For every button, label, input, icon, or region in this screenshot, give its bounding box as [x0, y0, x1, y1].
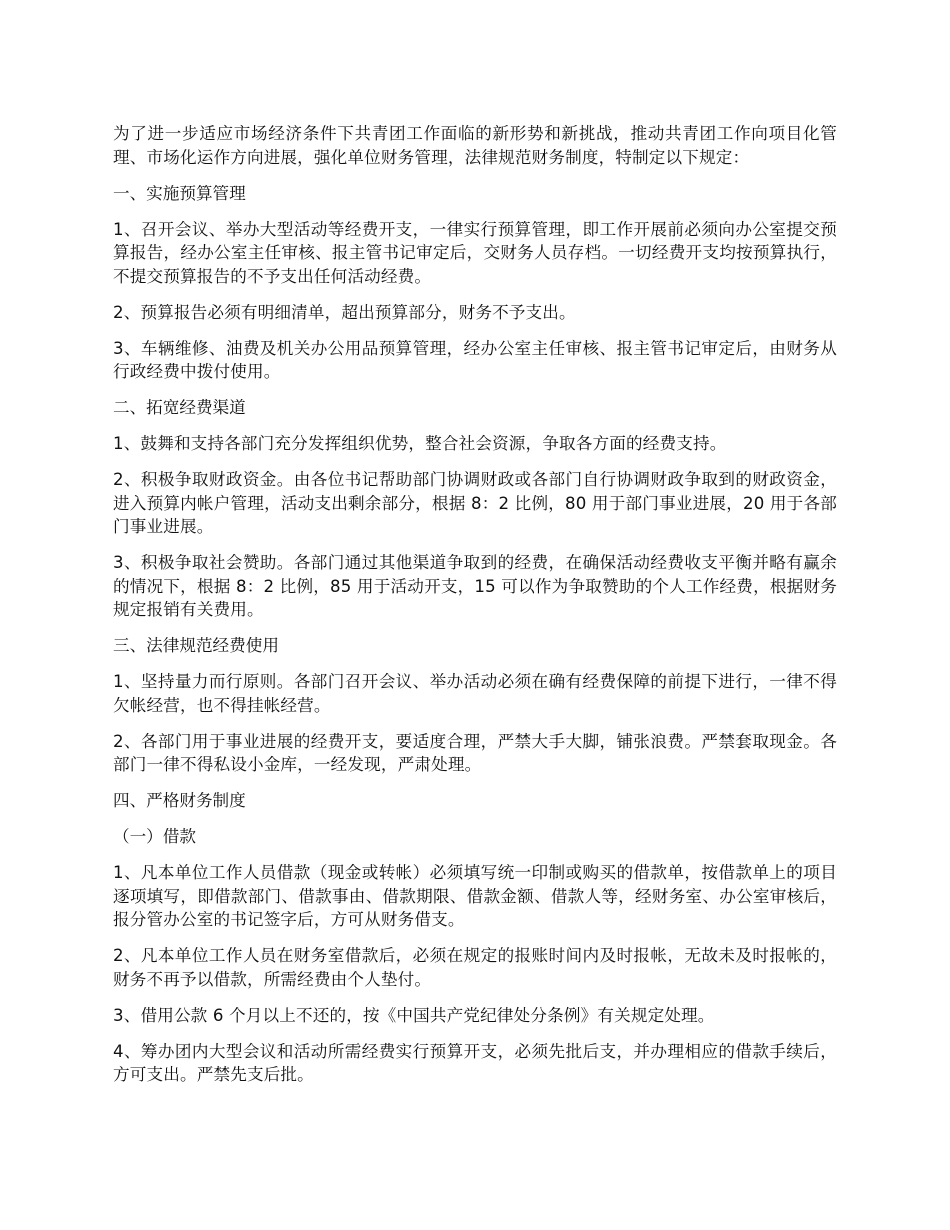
paragraph: 1、坚持量力而行原则。各部门召开会议、举办活动必须在确有经费保障的前提下进行，一律不得欠帐经营，也不得挂帐经营。: [113, 672, 837, 715]
paragraph: 3、借用公款 6 个月以上不还的，按《中国共产党纪律处分条例》有关规定处理。: [113, 1005, 715, 1025]
section-heading-budget: 一、实施预算管理: [113, 183, 246, 203]
section-heading-funding: 二、拓宽经费渠道: [113, 398, 246, 417]
paragraph: 3、积极争取社会赞助。各部门通过其他渠道争取到的经费，在确保活动经费收支平衡并略有赢余的情况下，根据 8：2 比例，85 用于活动开支，15 可以作为争取赞助的个人工作经费，根据财务规定报销有关费用。: [113, 553, 837, 619]
subsection-heading-loans: （一）借款: [113, 827, 196, 846]
paragraph: 1、召开会议、举办大型活动等经费开支，一律实行预算管理，即工作开展前必须向办公室提交预算报告，经办公室主任审核、报主管书记审定后，交财务人员存档。一切经费开支均按预算执行，不提交预算报告的不予支出任何活动经费。: [113, 219, 837, 286]
paragraph: 1、凡本单位工作人员借款（现金或转帐）必须填写统一印制或购买的借款单，按借款单上的项目逐项填写，即借款部门、借款事由、借款期限、借款金额、借款人等，经财务室、办公室审核后，报分管办公室的书记签字后，方可从财务借支。: [113, 863, 837, 929]
paragraph: 2、凡本单位工作人员在财务室借款后，必须在规定的报账时间内及时报帐，无故未及时报帐的，财务不再予以借款，所需经费由个人垫付。: [113, 946, 837, 989]
paragraph: 2、积极争取财政资金。由各位书记帮助部门协调财政或各部门自行协调财政争取到的财政资金，进入预算内帐户管理，活动支出剩余部分，根据 8：2 比例，80 用于部门事业进展，20 用于各部门事业进展。: [113, 470, 837, 536]
paragraph: 2、预算报告必须有明细清单，超出预算部分，财务不予支出。: [113, 302, 576, 322]
paragraph: 3、车辆维修、油费及机关办公用品预算管理，经办公室主任审核、报主管书记审定后，由财务从行政经费中拨付使用。: [113, 338, 837, 381]
intro-paragraph: 为了进一步适应市场经济条件下共青团工作面临的新形势和新挑战，推动共青团工作向项目化管理、市场化运作方向进展，强化单位财务管理，法律规范财务制度，特制定以下规定：: [113, 124, 837, 167]
paragraph: 4、筹办团内大型会议和活动所需经费实行预算开支，必须先批后支，并办理相应的借款手续后，方可支出。严禁先支后批。: [113, 1041, 837, 1084]
paragraph: 2、各部门用于事业进展的经费开支，要适度合理，严禁大手大脚，铺张浪费。严禁套取现金。各部门一律不得私设小金库，一经发现，严肃处理。: [113, 731, 837, 774]
document-body: [113, 122, 837, 1099]
paragraph: 1、鼓舞和支持各部门充分发挥组织优势，整合社会资源，争取各方面的经费支持。: [113, 434, 727, 453]
section-heading-usage: 三、法律规范经费使用: [113, 636, 279, 655]
section-heading-finance-rules: 四、严格财务制度: [113, 791, 246, 810]
